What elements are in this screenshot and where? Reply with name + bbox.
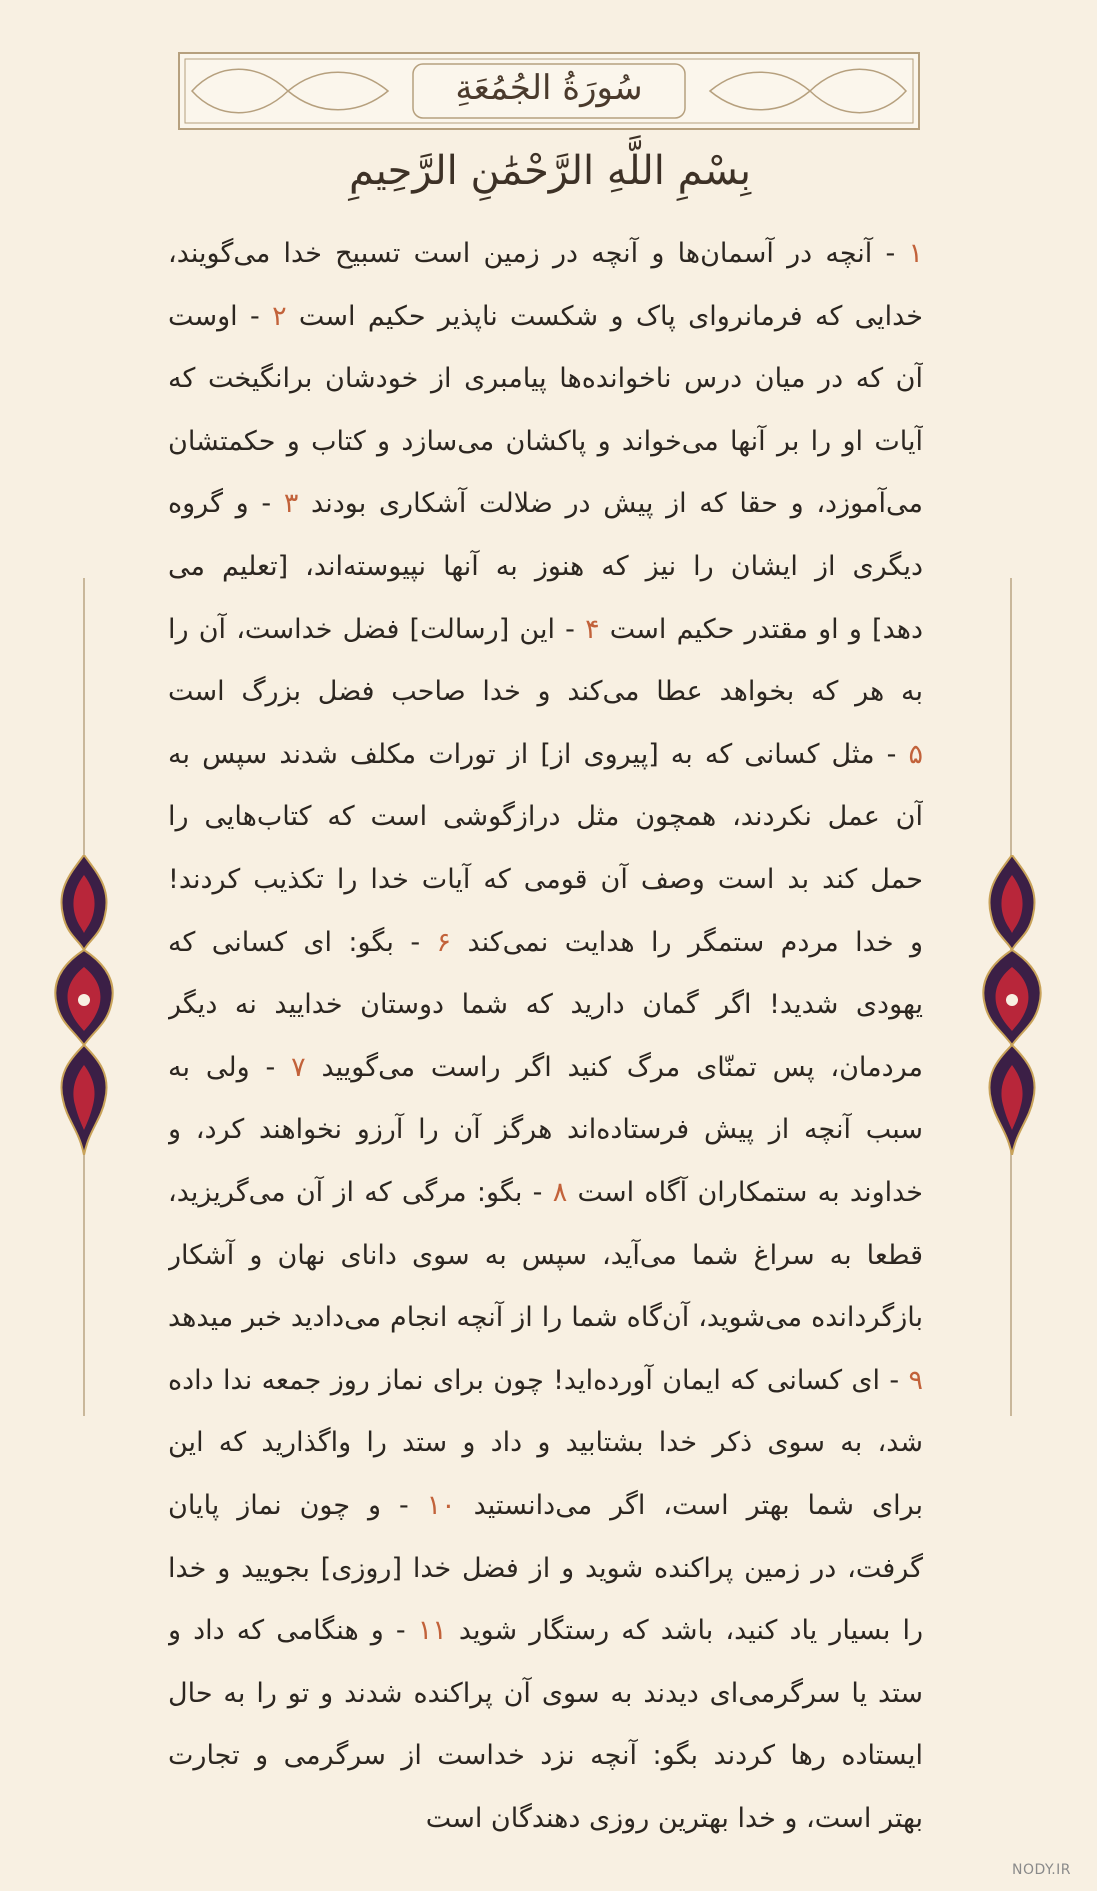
verse-number: ۸ xyxy=(552,1177,568,1208)
verse-text: ستد یا سرگرمی‌ای دیدند به سوی آن پراکنده شدند و تو را به حال xyxy=(168,1677,923,1709)
verse-text: شد، به سوی ذکر خدا بشتابید و داد و ستد را واگذارید که این xyxy=(168,1427,923,1459)
verse-number: ۴ xyxy=(585,613,600,645)
verse-text: ایستاده رها کردند بگو: آنچه نزد خداست از سرگرمی و تجارت xyxy=(168,1740,923,1772)
verse-number: ۷ xyxy=(291,1051,306,1083)
verse-text: مردمان، پس تمنّای مرگ کنید اگر راست می‌گویید xyxy=(305,1051,923,1083)
verse-text: قطعا به سراغ شما می‌آید، سپس به سوی دانای نهان و آشکار xyxy=(168,1239,923,1271)
verse-line xyxy=(168,420,923,464)
verse-line xyxy=(168,1171,923,1215)
verse-line xyxy=(168,1421,923,1465)
verse-line xyxy=(168,921,923,965)
verse-line xyxy=(168,357,923,401)
verse-text: خدایی که فرمانروای پاک و شکست ناپذیر حکیم است xyxy=(286,300,923,332)
verse-line xyxy=(168,1046,923,1090)
verse-text: آن عمل نکردند، همچون مثل درازگوشی است که کتاب‌هایی را xyxy=(168,801,923,833)
verse-text: - بگو: مرگی که از آن می‌گریزید، xyxy=(168,1177,553,1208)
verse-text: می‌آموزد، و حقا که از پیش در ضلالت آشکاری بودند xyxy=(298,488,923,520)
verse-line xyxy=(168,1797,923,1841)
verse-text: سبب آنچه از پیش فرستاده‌اند هرگز آن را آرزو نخواهند کرد، و xyxy=(168,1114,923,1146)
verse-text: آن که در میان درس ناخوانده‌ها پیامبری از خودشان برانگیخت که xyxy=(168,363,923,395)
verse-text: و خدا مردم ستمگر را هدایت نمی‌کند xyxy=(451,926,923,958)
verse-line xyxy=(168,232,923,276)
verse-text: - و هنگامی که داد و xyxy=(168,1615,418,1647)
verse-line xyxy=(168,670,923,714)
verse-line xyxy=(168,545,923,589)
verse-line xyxy=(168,795,923,839)
verse-line xyxy=(168,1734,923,1778)
verse-line xyxy=(168,733,923,777)
verse-text: دیگری از ایشان را نیز که هنوز به آنها نپیوسته‌اند، [تعلیم می xyxy=(168,551,923,582)
verse-text: خداوند به ستمکاران آگاه است xyxy=(567,1177,923,1208)
verse-text: بهتر است، و خدا بهترین روزی دهندگان است xyxy=(425,1803,923,1834)
verse-text: - ای کسانی که ایمان آورده‌اید! چون برای نماز روز جمعه ندا داده xyxy=(168,1364,909,1396)
left-floral-ornament xyxy=(49,855,119,1155)
verse-text: بازگردانده می‌شوید، آن‌گاه شما را از آنچه انجام می‌دادید خبر میدهد xyxy=(168,1302,923,1334)
verse-number: ۶ xyxy=(436,926,452,958)
verse-line xyxy=(168,482,923,526)
verse-text: - اوست xyxy=(168,300,273,332)
verse-number: ۳ xyxy=(283,488,299,520)
verse-line xyxy=(168,295,923,339)
verse-text: - ولی به xyxy=(168,1051,292,1083)
verse-text: - مثل کسانی که به [پیروی از] از تورات مکلف شدند سپس به xyxy=(168,738,909,770)
surah-header-cartouche xyxy=(178,52,920,130)
verse-text: - و چون نماز پایان xyxy=(168,1490,427,1521)
verse-line xyxy=(168,1609,923,1653)
verse-text: - و گروه xyxy=(168,488,284,520)
verse-line xyxy=(168,858,923,902)
verse-number: ۱۰ xyxy=(426,1490,456,1521)
verse-line xyxy=(168,1296,923,1340)
verse-text: حمل کند بد است وصف آن قومی که آیات خدا را تکذیب کردند! xyxy=(168,864,923,895)
basmala: بِسْمِ اللَّهِ الرَّحْمَٰنِ الرَّحِيمِ xyxy=(348,148,752,194)
verse-line xyxy=(168,1108,923,1152)
verse-text: دهد] و او مقتدر حکیم است xyxy=(599,613,923,645)
right-floral-ornament xyxy=(977,855,1047,1155)
verse-text: برای شما بهتر است، اگر می‌دانستید xyxy=(455,1490,923,1521)
verse-number: ۹ xyxy=(908,1364,923,1396)
verse-text: را بسیار یاد کنید، باشد که رستگار شوید xyxy=(446,1615,923,1647)
watermark: NODY.IR xyxy=(1012,1862,1072,1878)
verse-text: - بگو: ای کسانی که xyxy=(168,926,437,958)
verse-number: ۵ xyxy=(908,738,923,770)
verse-text: - آنچه در آسمان‌ها و آنچه در زمین است تسبیح خدا می‌گویند، xyxy=(168,238,909,269)
verse-line xyxy=(168,1547,923,1591)
verse-text: آیات او را بر آنها می‌خواند و پاکشان می‌سازد و کتاب و حکمتشان xyxy=(168,425,923,457)
verse-line xyxy=(168,1359,923,1403)
verse-number: ۲ xyxy=(272,300,287,332)
verse-number: ۱ xyxy=(908,238,923,269)
verse-number: ۱۱ xyxy=(417,1615,447,1647)
verse-line xyxy=(168,1672,923,1716)
verse-line xyxy=(168,1234,923,1278)
verse-text: گرفت، در زمین پراکنده شوید و از فضل خدا [روزی] بجویید و خدا xyxy=(168,1552,923,1584)
surah-title: سُورَةُ الجُمُعَةِ xyxy=(455,68,643,108)
verse-text: یهودی شدید! اگر گمان دارید که شما دوستان خدایید نه دیگر xyxy=(168,989,923,1021)
verse-text: به هر که بخواهد عطا می‌کند و خدا صاحب فضل بزرگ است xyxy=(168,676,923,708)
verse-line xyxy=(168,983,923,1027)
verse-text: - این [رسالت] فضل خداست، آن را xyxy=(168,613,586,645)
verse-line xyxy=(168,1484,923,1528)
verse-line xyxy=(168,608,923,652)
